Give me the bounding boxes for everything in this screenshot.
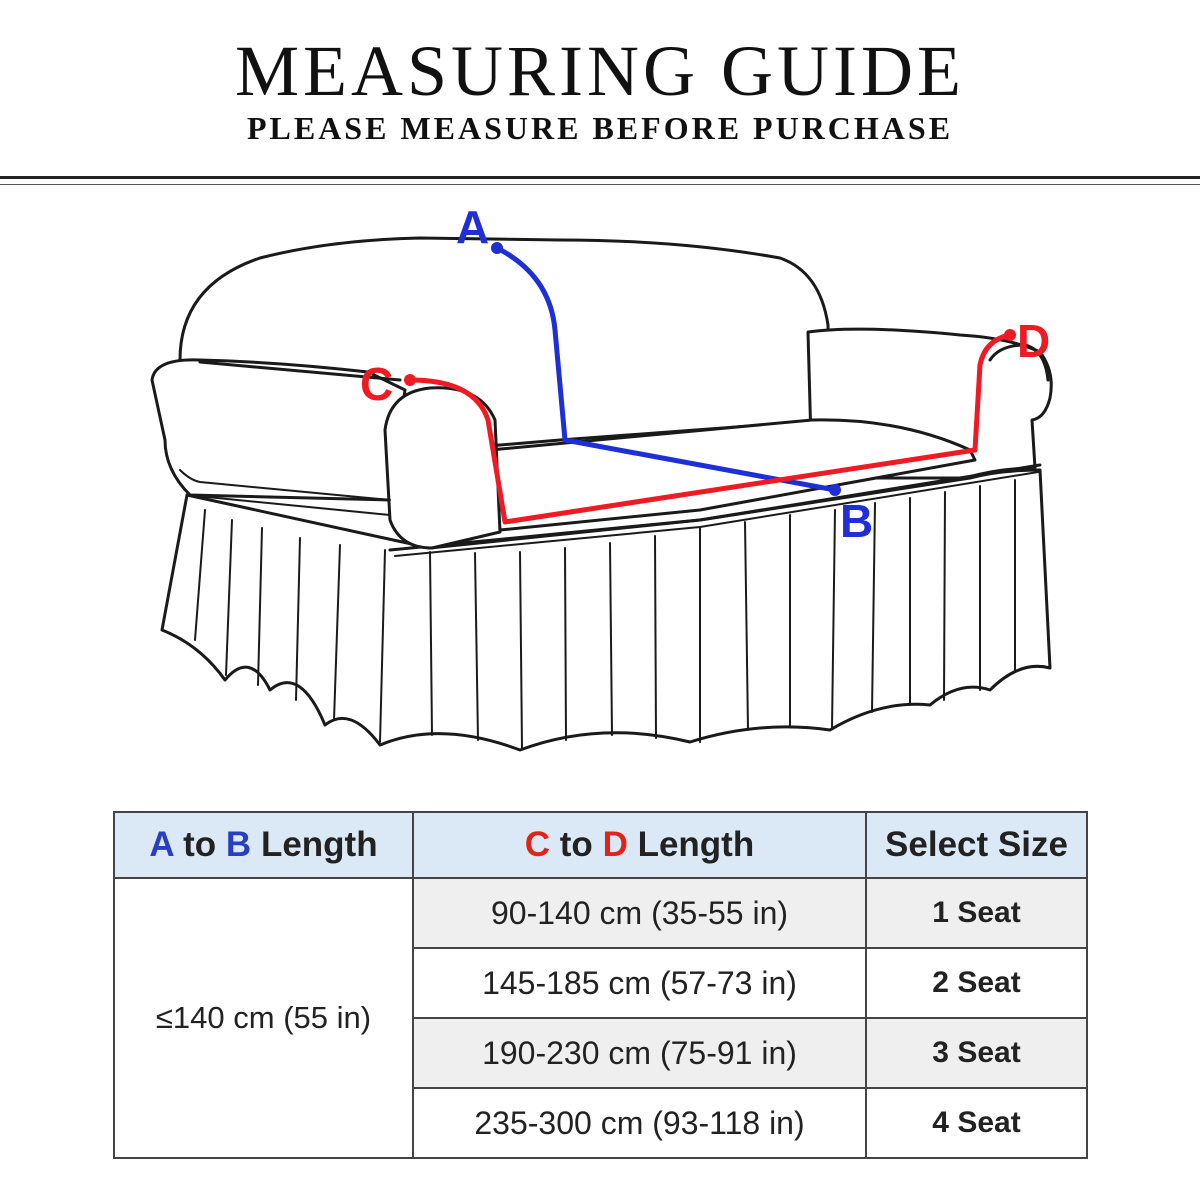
ab-length-header bbox=[114, 812, 413, 878]
header-divider bbox=[0, 176, 1200, 179]
cd-length-header bbox=[413, 812, 866, 878]
point-c-marker bbox=[404, 374, 416, 386]
cd-joiner: to bbox=[559, 825, 593, 864]
cd-length-cell: 90-140 cm (35-55 in) bbox=[413, 878, 866, 948]
ab-length-value: ≤140 cm (55 in) bbox=[114, 878, 413, 1158]
cd-to-letter: D bbox=[602, 825, 628, 864]
ab-from-letter: A bbox=[149, 825, 174, 864]
seat-size-cell: 1 Seat bbox=[866, 878, 1087, 948]
size-chart-header bbox=[114, 812, 1087, 878]
cd-length-cell: 145-185 cm (57-73 in) bbox=[413, 948, 866, 1018]
seat-size-cell: 3 Seat bbox=[866, 1018, 1087, 1088]
cd-suffix: Length bbox=[637, 825, 755, 864]
label-b: B bbox=[840, 495, 874, 547]
table-row bbox=[114, 878, 1087, 948]
cd-length-cell: 235-300 cm (93-118 in) bbox=[413, 1088, 866, 1158]
sofa-illustration bbox=[152, 238, 1051, 750]
ab-suffix: Length bbox=[260, 825, 378, 864]
page-title: MEASURING GUIDE bbox=[235, 31, 965, 111]
ab-to-letter: B bbox=[225, 825, 252, 864]
point-a-marker bbox=[491, 242, 503, 254]
header-divider-thin bbox=[0, 184, 1200, 185]
label-c: C bbox=[360, 358, 394, 410]
cd-from-letter: C bbox=[524, 825, 551, 864]
page-subtitle: PLEASE MEASURE BEFORE PURCHASE bbox=[246, 110, 954, 146]
sofa-diagram bbox=[0, 190, 1200, 780]
ab-joiner: to bbox=[183, 825, 217, 864]
select-size-header: Select Size bbox=[866, 812, 1087, 878]
cd-length-cell: 190-230 cm (75-91 in) bbox=[413, 1018, 866, 1088]
seat-size-cell: 4 Seat bbox=[866, 1088, 1087, 1158]
seat-size-cell: 2 Seat bbox=[866, 948, 1087, 1018]
size-chart bbox=[113, 811, 1088, 1159]
label-a: A bbox=[456, 201, 490, 253]
label-d: D bbox=[1017, 315, 1051, 367]
point-d-marker bbox=[1004, 329, 1016, 341]
